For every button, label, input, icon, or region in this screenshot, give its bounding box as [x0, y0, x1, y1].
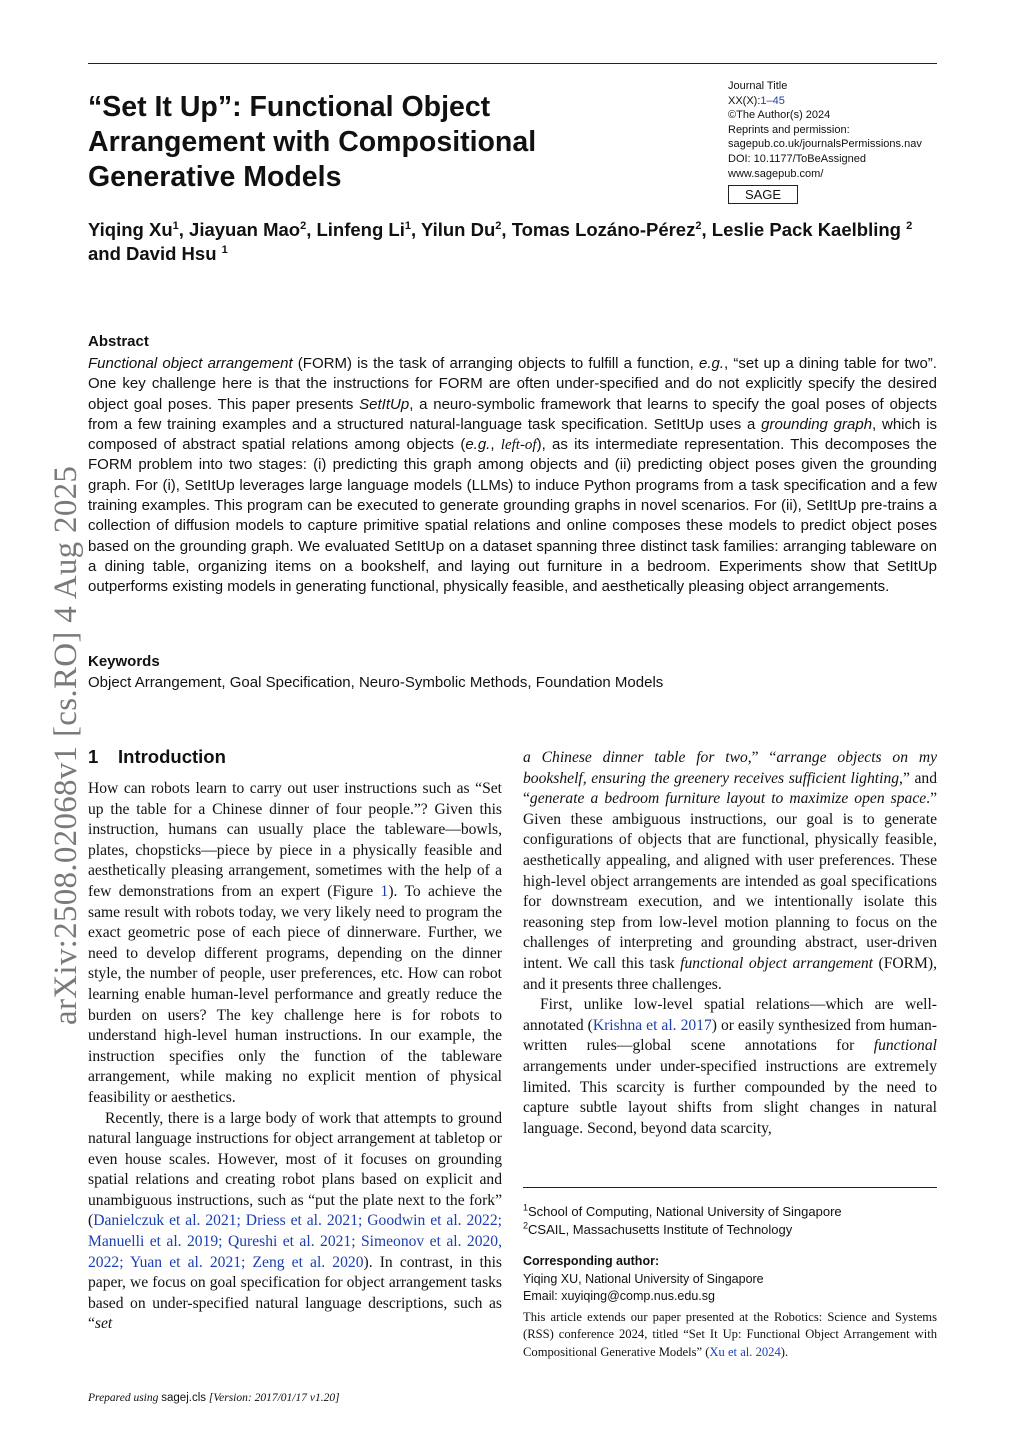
corresponding-email: Email: xuyiqing@comp.nus.edu.sg [523, 1289, 715, 1303]
paragraph: Recently, there is a large body of work that attempts to ground natural language instructions for object arrangement at tabletop or even house scales. However, most of it focuses on grounding spatial relations and creating robot plans based on explicit and unambiguous instructions, such as “put the plate next to the fork” (Danielczuk et al. 2021; Driess et al. 2021; Goodwin et al. 2022; Manuelli et al. 2019; Qureshi et al. 2021; Simeonov et al. 2020, 2022; Yuan et al. 2021; Zeng et al. 2020). In contrast, in this paper, we focus on goal specification for object arrangement tasks based on under-specified natural language descriptions, such as “set [88, 1109, 502, 1333]
citation-links[interactable]: Danielczuk et al. 2021; Driess et al. 2021; Goodwin et al. 2022; Manuelli et al. 2019; Qureshi et al. 2021; Simeonov et al. 2020, 2022; Yuan et al. 2021; Zeng et al. 2020 [88, 1212, 502, 1271]
affiliations [523, 1203, 937, 1239]
footnote-rule [523, 1187, 937, 1188]
author-name: Leslie Pack Kaelbling [711, 219, 901, 240]
affiliation: $^2$CSAIL, Massachusetts Institute of Technology [523, 1220, 793, 1237]
article-note: This article extends our paper presented at the Robotics: Science and Systems (RSS) conference 2024, titled “Set It Up: Functional Object Arrangement with Compositional Generative Models” (Xu et al. 2024). [523, 1310, 937, 1359]
figure-ref-link[interactable]: 1 [380, 882, 389, 900]
paragraph: a Chinese dinner table for two,” “arrange objects on my bookshelf, ensuring the greenery receives sufficient lighting,” and “generate a bedroom furniture layout to maximize open space.” Given these ambiguous instructions, our goal is to generate configurations of objects that are functional, physically feasible, aesthetically appealing, and aligned with user preferences. These high-level object arrangements are intended as goal specifications for downstream execution, and we intentionally isolate this reasoning step from low-level motion planning to focus on the challenges of interpreting and grounding abstract, user-driven intent. We call this task functional object arrangement (FORM), and it presents three challenges. [523, 749, 938, 993]
right-column [523, 748, 937, 1139]
corresponding-author [523, 1253, 937, 1306]
journal-info [728, 79, 943, 181]
journal-website: www.sagepub.com/ [728, 167, 824, 180]
arxiv-stamp: arXiv:2508.02068v1 [cs.RO] 4 Aug 2025 [48, 465, 84, 1025]
section-heading: 1 Introduction [88, 746, 226, 767]
paragraph: How can robots learn to carry out user instructions such as “Set up the table for a Chinese dinner of four people.”? Given this instruction, humans can usually place the tableware—bowls, plates, chopsticks—piece by piece in a physically feasible and aesthetically pleasing arrangement, sometimes with the help of a few demonstrations from an expert (Figure 1). To achieve the same result with robots today, we very likely need to program the exact geometric pose of each piece of dinnerware. Further, we need to develop different programs, depending on the dinner style, the number of people, user preferences, etc. How can robot learning enable human-level performance and greatly reduce the burden on users? The key challenge here is for robots to understand high-level human instructions. In our example, the instruction specifies only the function of the tableware arrangement, while making no explicit mention of physical feasibility or aesthetics. [88, 780, 502, 1106]
author-name: Tomas Lozáno-Pérez [511, 219, 696, 240]
journal-doi: DOI: 10.1177/ToBeAssigned [728, 152, 866, 165]
citation-link[interactable]: Krishna et al. 2017 [592, 1016, 712, 1034]
journal-volume: XX(X):1–45 [728, 94, 785, 107]
reprints-label: Reprints and permission: [728, 123, 850, 136]
author-name: Linfeng Li [316, 219, 405, 240]
paragraph: First, unlike low-level spatial relations—which are well-annotated (Krishna et al. 2017) or easily synthesized from human-written rules—global scene annotations for functional arrangements under under-specified instructions are extremely limited. This scarcity is further compounded by the need to capture subtle layout shifts from slight changes in natural language. Second, beyond data scarcity, [523, 996, 937, 1137]
author-list: Yiqing Xu$^1$, Jiayuan Mao$^2$, Linfeng Li$^1$, Yilun Du$^2$, Tomas Lozáno-Pérez$^2$, Leslie Pack Kaelbling $^2$ and David Hsu $^1$ [88, 219, 913, 264]
affiliation: $^1$School of Computing, National University of Singapore [523, 1202, 842, 1219]
author-name: Yilun Du [420, 219, 496, 240]
paper-title: “Set It Up”: Functional Object Arrangement with Compositional Generative Models [88, 91, 537, 193]
footer-prepared: Prepared using sagej.cls [Version: 2017/01/17 v1.20] [88, 1392, 340, 1404]
corresponding-name: Yiqing XU, National University of Singapore [523, 1271, 764, 1286]
citation-link[interactable]: Xu et al. 2024 [709, 1344, 781, 1359]
left-column [88, 779, 502, 1335]
author-name: Jiayuan Mao [189, 219, 301, 240]
top-rule [88, 63, 937, 64]
keywords-heading: Keywords [88, 653, 160, 670]
abstract-heading: Abstract [88, 333, 149, 350]
reprints-url: sagepub.co.uk/journalsPermissions.nav [728, 138, 922, 151]
author-name: David Hsu [126, 243, 217, 264]
pages-link[interactable]: 1–45 [760, 94, 785, 107]
journal-title: Journal Title [728, 80, 788, 92]
journal-copyright: ©The Author(s) 2024 [728, 109, 831, 122]
author-name: Yiqing Xu [88, 219, 173, 240]
keywords-list: Object Arrangement, Goal Specification, Neuro-Symbolic Methods, Foundation Models [88, 674, 664, 691]
abstract-body: Functional object arrangement (FORM) is the task of arranging objects to fulfill a function, e.g., “set up a dining table for two”. One key challenge here is that the instructions for FORM are often under-specified and do not explicitly specify the desired object goal poses. This paper presents SetItUp, a neuro-symbolic framework that learns to specify the goal poses of objects from a few training examples and a structured natural-language task specification. SetItUp uses a grounding graph, which is composed of abstract spatial relations among objects (e.g., left-of), as its intermediate representation. This decomposes the FORM problem into two stages: (i) predicting this graph among objects and (ii) predicting object poses given the grounding graph. For (i), SetItUp leverages large language models (LLMs) to induce Python programs from a task specification and a few training examples. This program can be executed to generate grounding graphs in novel scenarios. For (ii), SetItUp pre-trains a collection of diffusion models to capture primitive spatial relations and online composes these models to predict object poses based on the grounding graph. We evaluated SetItUp on a dataset spanning three distinct task families: arranging tableware on a dining table, organizing items on a bookshelf, and laying out furniture in a bedroom. Experiments show that SetItUp outperforms existing models in generating functional, physically feasible, and aesthetically pleasing object arrangements. [88, 355, 937, 596]
corresponding-label: Corresponding author: [523, 1254, 660, 1268]
sage-logo: SAGE [728, 185, 798, 204]
